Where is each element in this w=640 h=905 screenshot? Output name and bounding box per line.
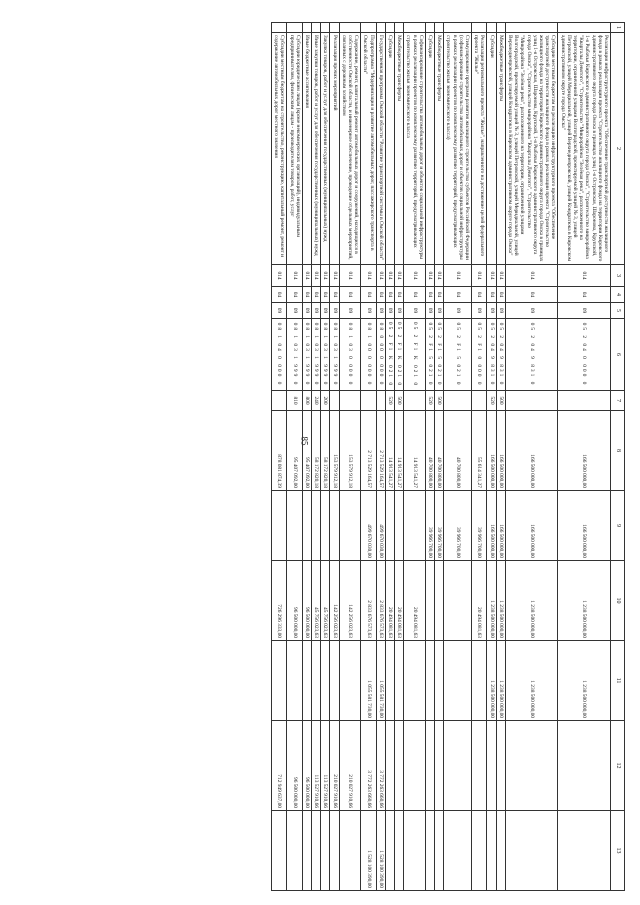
column-header-4: 4	[611, 287, 625, 303]
cell-c2: Подпрограмма "Модернизация и развитие автомобильных дорог, пассажирского транспорта в Омской области"	[361, 33, 376, 265]
cell-c6: 08 1 03 1 999 0	[321, 319, 330, 391]
cell-c10: 96 500 000,00	[302, 561, 311, 641]
cell-c13	[271, 811, 286, 891]
table-row	[321, 23, 330, 891]
cell-c11	[287, 641, 302, 721]
cell-c5: 09	[376, 303, 385, 319]
cell-c5: 09	[330, 303, 339, 319]
cell-c3: 014	[395, 265, 404, 287]
table-row	[330, 23, 339, 891]
cell-c3: 014	[321, 265, 330, 287]
cell-c5: 09	[339, 303, 361, 319]
column-header-10: 10	[611, 561, 625, 641]
cell-c12: 210 027 910,66	[330, 721, 339, 811]
cell-c7	[361, 391, 376, 411]
cell-c6: 08 1 03 1 999 0	[287, 319, 302, 391]
cell-c9: 166 500 000,00	[505, 491, 558, 561]
cell-c12	[505, 721, 558, 811]
table-row	[287, 23, 302, 891]
cell-c2: Стимулирование программ развития жилищного строительства субъектов Российской Федерации (софинансирование строительства автомобильных дорог и объектов социальной инфраструктуры в рамках реализации проектов по комплексному развитию территорий, предусматривающих строительство жилья экономического класса)	[444, 33, 472, 265]
column-header-13: 13	[611, 811, 625, 891]
cell-c9: 39 966 700,00	[425, 491, 434, 561]
cell-c5: 09	[558, 303, 611, 319]
cell-c3: 014	[311, 265, 320, 287]
cell-c12	[558, 721, 611, 811]
cell-c9	[321, 491, 330, 561]
budget-table-sheet	[35, 22, 625, 890]
table-row	[425, 23, 434, 891]
cell-c4: 04	[435, 287, 444, 303]
cell-c2: Субсидии	[487, 33, 496, 265]
cell-c7	[376, 391, 385, 411]
cell-c6: 08 1 04 0 000 0	[271, 319, 286, 391]
cell-c1	[302, 23, 311, 33]
cell-c11	[444, 641, 472, 721]
cell-c1	[444, 23, 472, 33]
cell-c12	[435, 721, 444, 811]
cell-c1	[311, 23, 320, 33]
cell-c3: 014	[558, 265, 611, 287]
cell-c6: 08 1 03 1 999 0	[330, 319, 339, 391]
table-row	[472, 23, 487, 891]
cell-c13	[330, 811, 339, 891]
cell-c11	[271, 641, 286, 721]
cell-c12	[487, 721, 496, 811]
cell-c10: 96 500 000,00	[287, 561, 302, 641]
cell-c10: 45 756 023,63	[311, 561, 320, 641]
cell-c10: 726 296 333,00	[271, 561, 286, 641]
cell-c4: 04	[287, 287, 302, 303]
cell-c9: 499 670 030,00	[361, 491, 376, 561]
table-row	[339, 23, 361, 891]
cell-c11: 1 238 500 000,00	[558, 641, 611, 721]
cell-c6: 05 2 F1 0 000 0	[472, 319, 487, 391]
cell-c5: 09	[435, 303, 444, 319]
table-row	[361, 23, 376, 891]
cell-c6: 08 1 03 1 999 0	[302, 319, 311, 391]
cell-c6: 08 1 00 0 000 0	[361, 319, 376, 391]
cell-c4: 04	[330, 287, 339, 303]
cell-c7	[330, 391, 339, 411]
cell-c7	[271, 391, 286, 411]
cell-c3: 014	[472, 265, 487, 287]
cell-c2: Содержание, ремонт, капитальный ремонт автомобильных дорог и сооружений, находящихся в собственности Омской области, и инженерное обеспечение, проведение отдельных мероприятий, связанных с дорожным хозяйством	[339, 33, 361, 265]
table-row	[435, 23, 444, 891]
cell-c12: 210 027 910,66	[339, 721, 361, 811]
column-header-9: 9	[611, 491, 625, 561]
cell-c7: 500	[395, 391, 404, 411]
cell-c2: Субсидии местным бюджетам на строительство, реконструкцию, капитальный ремонт, ремонт и содержание автомобильных дорог местного значения	[271, 33, 286, 265]
cell-c7: 810	[287, 391, 302, 411]
cell-c2: Субсидии местным бюджетам на реализацию инфраструктурного проекта "Обеспечение транспортной доступности жилищного фонда в рамках реализации проекта "Строительство жилищного фонда на территории Кировского административного округа города Омска в границах улиц 1-я Островская, Шаронова, Крупской, 1-я Рыбачья Кировского административного округа города Омска", "Строительство микрорайона "Кварталы Девятого", "Строительство "Микрорайона "Зелёная река", расположенного на территории, ограниченной улицами Волгоградской, проектируемой улицей № 3, улицей Петровской, улицей Меридиальной, улицей Верхнеднепровской, улицей Кондратюка в Кировском административном округе города Омска"	[505, 33, 558, 265]
cell-c1	[321, 23, 330, 33]
cell-c1	[361, 23, 376, 33]
cell-c4: 04	[361, 287, 376, 303]
table-row	[487, 23, 496, 891]
cell-c11: 1 238 500 000,00	[505, 641, 558, 721]
cell-c8: 14 913 541,27	[385, 411, 394, 491]
cell-c7: 500	[435, 391, 444, 411]
cell-c12: 96 500 000,00	[302, 721, 311, 811]
cell-c13: 1 528 100 390,00	[361, 811, 376, 891]
cell-c12	[472, 721, 487, 811]
cell-c7: 200	[321, 391, 330, 411]
cell-c2: Субсидии	[385, 33, 394, 265]
cell-c12: 3 772 263 660,66	[361, 721, 376, 811]
table-row	[558, 23, 611, 891]
cell-c5: 09	[321, 303, 330, 319]
cell-c11	[385, 641, 394, 721]
cell-c8: 58 172 820,18	[311, 411, 320, 491]
cell-c11: 1 238 500 000,00	[487, 641, 496, 721]
cell-c5: 09	[505, 303, 558, 319]
table-row	[302, 23, 311, 891]
cell-c5: 09	[472, 303, 487, 319]
cell-c1	[330, 23, 339, 33]
table-row	[505, 23, 558, 891]
cell-c7: 520	[487, 391, 496, 411]
cell-c1	[376, 23, 385, 33]
cell-c10: 1 238 500 000,00	[487, 561, 496, 641]
cell-c11	[339, 641, 361, 721]
cell-c8: 40 700 800,00	[435, 411, 444, 491]
cell-c13	[487, 811, 496, 891]
cell-c13	[404, 811, 426, 891]
column-header-8: 8	[611, 411, 625, 491]
cell-c8: 166 500 000,00	[505, 411, 558, 491]
cell-c6: 08 0 00 0 000 0	[376, 319, 385, 391]
cell-c1	[385, 23, 394, 33]
cell-c2: Межбюджетные трансферты	[395, 33, 404, 265]
cell-c10: 20 494 081,63	[404, 561, 426, 641]
cell-c5: 09	[302, 303, 311, 319]
cell-c4: 04	[302, 287, 311, 303]
cell-c2: Государственная программа Омской области "Развитие транспортной системы в Омской области"	[376, 33, 385, 265]
cell-c3: 014	[271, 265, 286, 287]
cell-c8: 14 913 541,27	[404, 411, 426, 491]
cell-c13	[425, 811, 434, 891]
cell-c8: 2 713 529 164,57	[361, 411, 376, 491]
cell-c8: 58 172 820,18	[321, 411, 330, 491]
cell-c8: 95 407 092,00	[302, 411, 311, 491]
cell-c8: 95 407 092,00	[287, 411, 302, 491]
cell-c11	[311, 641, 320, 721]
cell-c12	[496, 721, 505, 811]
cell-c11	[321, 641, 330, 721]
table-row	[496, 23, 505, 891]
cell-c4: 04	[339, 287, 361, 303]
cell-c4: 04	[472, 287, 487, 303]
cell-c1	[472, 23, 487, 33]
cell-c5: 09	[311, 303, 320, 319]
table-row	[395, 23, 404, 891]
cell-c9: 499 670 030,00	[376, 491, 385, 561]
cell-c9	[302, 491, 311, 561]
cell-c5: 09	[425, 303, 434, 319]
cell-c3: 014	[287, 265, 302, 287]
cell-c9	[395, 491, 404, 561]
cell-c1	[271, 23, 286, 33]
cell-c7	[404, 391, 426, 411]
cell-c1	[487, 23, 496, 33]
cell-c4: 04	[404, 287, 426, 303]
cell-c7: 500	[496, 391, 505, 411]
cell-c3: 014	[385, 265, 394, 287]
cell-c6: 05 2 04 9 831 0	[496, 319, 505, 391]
table-row	[376, 23, 385, 891]
cell-c4: 04	[496, 287, 505, 303]
cell-c8: 166 500 000,00	[496, 411, 505, 491]
cell-c2: Иные бюджетные ассигнования	[302, 33, 311, 265]
cell-c4: 04	[505, 287, 558, 303]
cell-c10: 2 833 676 573,63	[361, 561, 376, 641]
cell-c3: 014	[339, 265, 361, 287]
cell-c12	[444, 721, 472, 811]
budget-table	[271, 22, 625, 891]
cell-c8: 153 579 912,18	[330, 411, 339, 491]
cell-c3: 014	[505, 265, 558, 287]
cell-c2: Софинансирование строительства автомобильных дорог и объектов социальной инфраструктуры в рамках реализации проектов по комплексному развитию территорий, предусматривающих строительство жилья экономического класса	[404, 33, 426, 265]
cell-c3: 014	[487, 265, 496, 287]
cell-c9: 166 500 000,00	[558, 491, 611, 561]
cell-c13: 1 528 100 390,00	[376, 811, 385, 891]
cell-c4: 04	[444, 287, 472, 303]
cell-c5: 09	[496, 303, 505, 319]
cell-c9: 39 966 700,00	[472, 491, 487, 561]
cell-c4: 04	[395, 287, 404, 303]
table-body	[271, 23, 610, 891]
cell-c1	[496, 23, 505, 33]
cell-c7	[505, 391, 558, 411]
cell-c5: 09	[444, 303, 472, 319]
cell-c7	[558, 391, 611, 411]
cell-c7: 520	[385, 391, 394, 411]
cell-c11	[404, 641, 426, 721]
cell-c12: 113 527 910,66	[311, 721, 320, 811]
cell-c13	[385, 811, 394, 891]
cell-c4: 04	[271, 287, 286, 303]
cell-c9	[287, 491, 302, 561]
cell-c7: 800	[302, 391, 311, 411]
cell-c9: 166 500 000,00	[496, 491, 505, 561]
cell-c1	[435, 23, 444, 33]
cell-c4: 04	[425, 287, 434, 303]
cell-c10	[425, 561, 434, 641]
table-row	[271, 23, 286, 891]
column-header-11: 11	[611, 641, 625, 721]
cell-c2: Реализация инфраструктурного проекта "Обеспечение транспортной доступности жилищного фонда в рамках реализации проекта "Строительство жилищного фонда на территории Кировского административного округа города Омска в границах улиц 1-я Островская, Шаронова, Крупской, 1-я Рыбачья Кировского административного округа города Омска", "Строительство микрорайона "Кварталы Девятого", "Строительство "Микрорайона "Зелёная река", расположенного на территории, ограниченной улицами Волгоградской, проектируемой улицей № 3, улицей Петровской, улицей Меридиальной, улицей Верхнеднепровской, улицей Кондратюка в Кировском административном округе города Омска"	[558, 33, 611, 265]
cell-c6: 05 2 F1 K 021 0	[404, 319, 426, 391]
cell-c9	[271, 491, 286, 561]
cell-c7	[444, 391, 472, 411]
cell-c3: 014	[376, 265, 385, 287]
cell-c6: 05 2 04 9 831 0	[505, 319, 558, 391]
cell-c2: Иные закупки товаров, работ и услуг для обеспечения государственных (муниципальных) нужд	[311, 33, 320, 265]
cell-c5: 09	[487, 303, 496, 319]
cell-c2: Реализация регионального проекта "Жилье", направленного на достижение целей федерального проекта "Жилье"	[472, 33, 487, 265]
cell-c13	[287, 811, 302, 891]
cell-c13	[321, 811, 330, 891]
cell-c9: 39 966 700,00	[435, 491, 444, 561]
page-number: 85	[299, 436, 310, 446]
column-header-12: 12	[611, 721, 625, 811]
cell-c7	[472, 391, 487, 411]
cell-c6: 05 2 04 0 000 0	[558, 319, 611, 391]
cell-c12: 113 527 910,66	[321, 721, 330, 811]
cell-c10: 1 238 500 000,00	[496, 561, 505, 641]
cell-c8: 878 081 874,39	[271, 411, 286, 491]
cell-c8: 166 500 000,00	[558, 411, 611, 491]
cell-c13	[496, 811, 505, 891]
cell-c5: 09	[395, 303, 404, 319]
cell-c1	[395, 23, 404, 33]
cell-c6: 05 2 F1 5 021 0	[425, 319, 434, 391]
cell-c8: 55 614 341,27	[472, 411, 487, 491]
cell-c6: 05 2 F1 K 021 0	[395, 319, 404, 391]
cell-c4: 04	[558, 287, 611, 303]
cell-c12	[425, 721, 434, 811]
cell-c4: 04	[487, 287, 496, 303]
cell-c2: Закупка товаров, работ и услуг для обеспечения государственных (муниципальных) нужд	[321, 33, 330, 265]
cell-c10: 2 833 676 573,63	[376, 561, 385, 641]
cell-c12	[404, 721, 426, 811]
cell-c13	[395, 811, 404, 891]
column-header-3: 3	[611, 265, 625, 287]
cell-c13	[505, 811, 558, 891]
cell-c11	[472, 641, 487, 721]
cell-c8: 2 713 529 164,57	[376, 411, 385, 491]
cell-c2: Межбюджетные трансферты	[435, 33, 444, 265]
cell-c8: 40 700 800,00	[444, 411, 472, 491]
cell-c4: 04	[311, 287, 320, 303]
cell-c9	[311, 491, 320, 561]
cell-c9	[339, 491, 361, 561]
cell-c1	[339, 23, 361, 33]
cell-c10: 142 256 023,63	[330, 561, 339, 641]
cell-c13	[339, 811, 361, 891]
cell-c8: 166 500 000,00	[487, 411, 496, 491]
cell-c6: 08 1 03 0 000 0	[339, 319, 361, 391]
cell-c6: 08 1 03 1 999 0	[311, 319, 320, 391]
cell-c3: 014	[444, 265, 472, 287]
table-row	[404, 23, 426, 891]
cell-c3: 014	[361, 265, 376, 287]
cell-c9	[404, 491, 426, 561]
cell-c4: 04	[321, 287, 330, 303]
cell-c1	[505, 23, 558, 33]
cell-c11	[435, 641, 444, 721]
cell-c9: 39 966 700,00	[444, 491, 472, 561]
column-header-2: 2	[611, 33, 625, 265]
cell-c3: 014	[404, 265, 426, 287]
table-row	[385, 23, 394, 891]
cell-c11	[395, 641, 404, 721]
cell-c6: 05 2 04 9 831 0	[487, 319, 496, 391]
cell-c6: 05 2 F1 K 021 0	[385, 319, 394, 391]
cell-c10: 20 494 081,63	[385, 561, 394, 641]
column-header-5: 5	[611, 303, 625, 319]
cell-c9: 166 500 000,00	[487, 491, 496, 561]
column-header-7: 7	[611, 391, 625, 411]
cell-c10: 45 756 023,63	[321, 561, 330, 641]
cell-c7: 520	[425, 391, 434, 411]
cell-c1	[287, 23, 302, 33]
cell-c3: 014	[425, 265, 434, 287]
table-row	[311, 23, 320, 891]
cell-c10: 20 494 081,63	[472, 561, 487, 641]
cell-c3: 014	[330, 265, 339, 287]
column-header-6: 6	[611, 319, 625, 391]
cell-c4: 04	[385, 287, 394, 303]
cell-c10: 1 238 500 000,00	[505, 561, 558, 641]
table-row	[444, 23, 472, 891]
cell-c1	[404, 23, 426, 33]
cell-c6: 05 2 F1 5 021 0	[435, 319, 444, 391]
cell-c12: 96 500 000,00	[287, 721, 302, 811]
cell-c9	[385, 491, 394, 561]
cell-c5: 09	[361, 303, 376, 319]
header-row	[611, 23, 625, 891]
cell-c2: Реализация прочих мероприятий	[330, 33, 339, 265]
cell-c11	[330, 641, 339, 721]
cell-c12	[395, 721, 404, 811]
cell-c2: Субсидии	[425, 33, 434, 265]
cell-c3: 014	[302, 265, 311, 287]
cell-c11: 1 238 500 000,00	[496, 641, 505, 721]
cell-c5: 09	[385, 303, 394, 319]
cell-c2: Субсидии юридическим лицам (кроме некоммерческих организаций), индивидуальным предпринимателям, физическим лицам - производителям товаров, работ, услуг	[287, 33, 302, 265]
cell-c8: 40 700 800,00	[425, 411, 434, 491]
cell-c13	[444, 811, 472, 891]
cell-c8: 14 913 541,27	[395, 411, 404, 491]
cell-c10: 20 494 081,63	[395, 561, 404, 641]
cell-c12	[385, 721, 394, 811]
cell-c5: 09	[287, 303, 302, 319]
cell-c8: 153 579 912,18	[339, 411, 361, 491]
cell-c13	[311, 811, 320, 891]
cell-c11	[425, 641, 434, 721]
cell-c3: 014	[496, 265, 505, 287]
cell-c4: 04	[376, 287, 385, 303]
cell-c9	[330, 491, 339, 561]
cell-c7: 240	[311, 391, 320, 411]
cell-c6: 05 2 F1 5 021 0	[444, 319, 472, 391]
cell-c13	[472, 811, 487, 891]
cell-c10	[435, 561, 444, 641]
column-header-1: 1	[611, 23, 625, 33]
cell-c13	[302, 811, 311, 891]
cell-c5: 09	[404, 303, 426, 319]
cell-c5: 09	[271, 303, 286, 319]
cell-c11	[302, 641, 311, 721]
cell-c12: 712 949 637,00	[271, 721, 286, 811]
cell-c10: 142 256 023,63	[339, 561, 361, 641]
cell-c10	[444, 561, 472, 641]
cell-c1	[425, 23, 434, 33]
cell-c3: 014	[435, 265, 444, 287]
cell-c11: 1 055 581 730,00	[376, 641, 385, 721]
cell-c12: 3 772 263 660,66	[376, 721, 385, 811]
cell-c13	[435, 811, 444, 891]
cell-c7	[339, 391, 361, 411]
cell-c13	[558, 811, 611, 891]
cell-c1	[558, 23, 611, 33]
cell-c11: 1 055 581 730,00	[361, 641, 376, 721]
cell-c2: Межбюджетные трансферты	[496, 33, 505, 265]
cell-c10: 1 238 500 000,00	[558, 561, 611, 641]
